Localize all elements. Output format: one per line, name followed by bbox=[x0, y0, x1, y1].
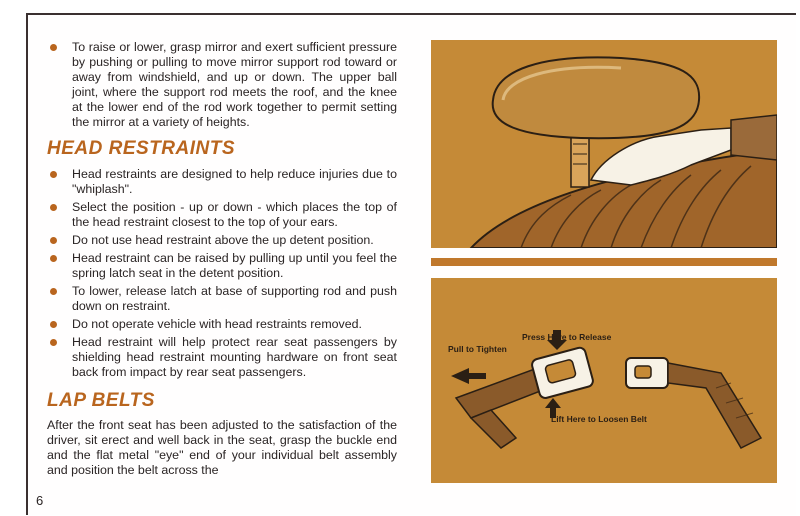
head-restraint-item: Head restraint will help protect rear seat passengers by shielding head restraint mounting hardware on front seat back from impact by rear seat passengers. bbox=[47, 335, 397, 380]
lap-belt-drawing bbox=[431, 278, 777, 483]
head-restraint-drawing bbox=[431, 40, 777, 248]
lap-belts-heading: LAP BELTS bbox=[47, 390, 155, 411]
head-restraint-item: Head restraints are designed to help reduce injuries due to "whiplash". bbox=[47, 167, 397, 197]
head-restraint-item: Do not use head restraint above the up detent position. bbox=[47, 233, 397, 248]
pull-to-tighten-label: Pull to Tighten bbox=[448, 344, 507, 354]
lap-belt-illustration bbox=[431, 278, 777, 483]
lift-to-loosen-label: Lift Here to Loosen Belt bbox=[551, 414, 647, 424]
text-column bbox=[47, 40, 397, 478]
head-restraint-item: Do not operate vehicle with head restraints removed. bbox=[47, 317, 397, 332]
press-to-release-label: Press Here to Release bbox=[522, 332, 612, 342]
page-number: 6 bbox=[36, 493, 44, 508]
lap-belts-paragraph: After the front seat has been adjusted to the satisfaction of the driver, sit erect and well back in the seat, grasp the buckle end and the flat metal "eye" end of your individual belt assembly and position the belt across the bbox=[47, 418, 397, 477]
divider-stripe bbox=[431, 258, 777, 266]
head-restraint-illustration bbox=[431, 40, 777, 248]
head-restraint-item: To lower, release latch at base of supporting rod and push down on restraint. bbox=[47, 284, 397, 314]
intro-paragraph: To raise or lower, grasp mirror and exert sufficient pressure by pushing or pulling to move mirror support rod toward or away from windshield, and up or down. The upper ball joint, where the support rod meets the roof, and the knee at the lower end of the rod work together to permit setting the mirror at a variety of heights. bbox=[47, 40, 397, 130]
head-restraint-item: Head restraint can be raised by pulling up until you feel the spring latch seat in the detent position. bbox=[47, 251, 397, 281]
head-restraint-item: Select the position - up or down - which places the top of the head restraint closest to the top of your ears. bbox=[47, 200, 397, 230]
head-restraints-heading: HEAD RESTRAINTS bbox=[47, 138, 236, 159]
arrow-left-icon bbox=[451, 368, 486, 384]
